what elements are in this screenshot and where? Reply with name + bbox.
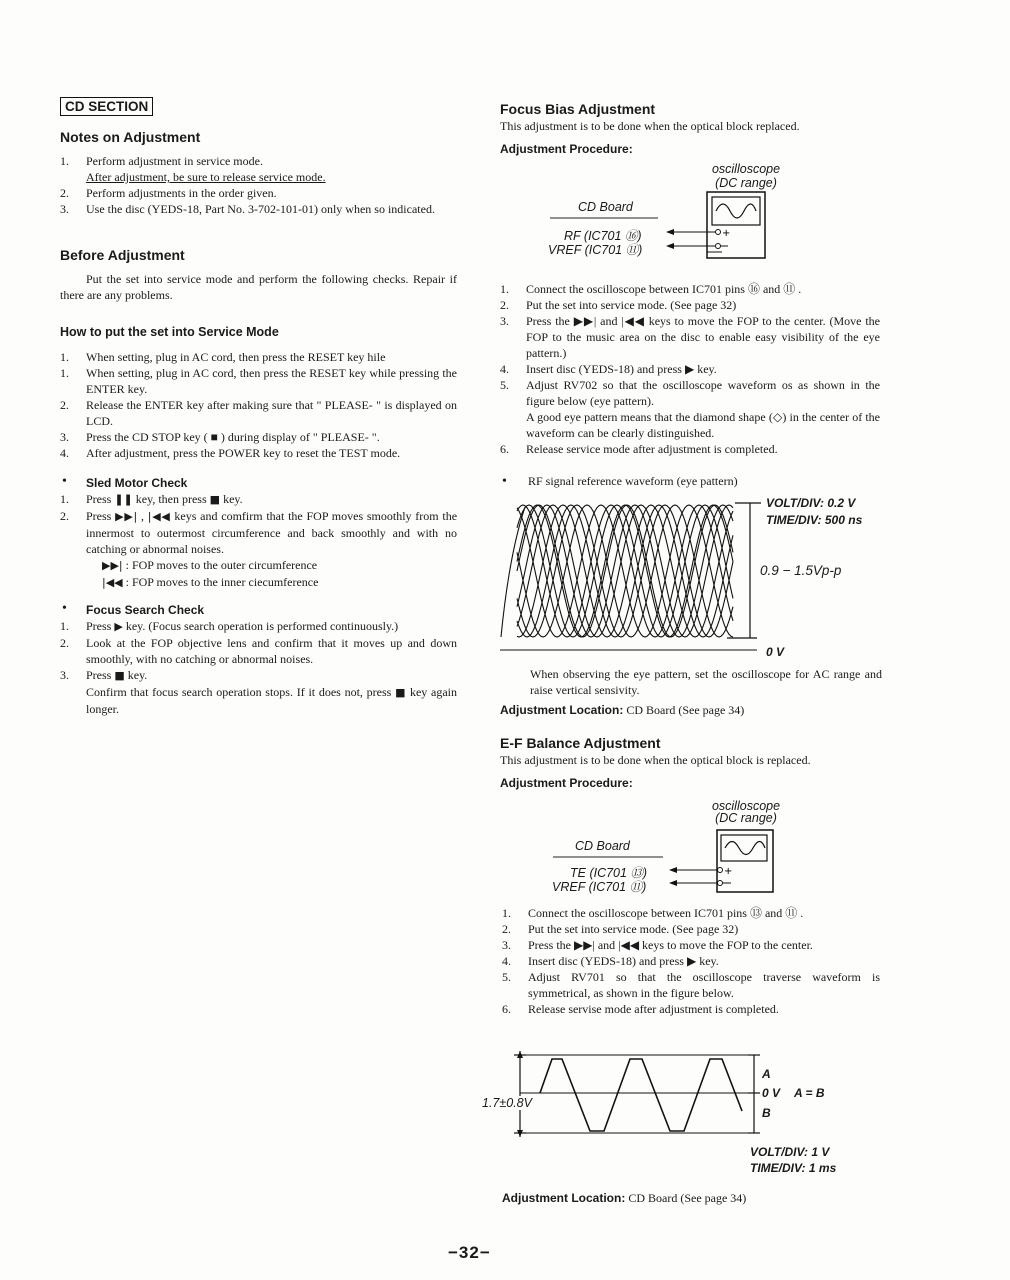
ef-balance-procedure-label: Adjustment Procedure: (500, 776, 633, 790)
rf-line-label: RF (IC701 ⑯) (564, 229, 642, 243)
section-label (60, 97, 153, 116)
page-number: −32− (448, 1243, 491, 1262)
fb-step: 6. Release service mode after adjustment is completed. (500, 442, 778, 456)
scope-label-2: (DC range) (715, 811, 777, 825)
prev-track-icon: |◀◀ (102, 576, 123, 589)
focus-step-2: 2. Look at the FOP objective lens and confirm that it moves up and down smoothly, with no catching or abnormal noises. (60, 636, 457, 666)
te-line-label: TE (IC701 ⑬) (570, 866, 648, 880)
board-label: CD Board (575, 839, 630, 853)
traverse-zero-volt: 0 V (762, 1086, 781, 1100)
pause-icon: ❚❚ (114, 493, 133, 506)
focus-bias-diagram (540, 160, 790, 270)
ef-step: 4. Insert disc (YEDS-18) and press ▶ key. (502, 954, 719, 968)
fb-step: 4. Insert disc (YEDS-18) and press ▶ key. (500, 362, 717, 376)
traverse-equality: A = B (794, 1086, 825, 1100)
next-track-icon: ▶▶| (115, 510, 138, 523)
sled-step-1: 1. Press ❚❚ key, then press ■ key. (60, 492, 243, 506)
bullet-dot: • (62, 474, 67, 489)
service-item: 1. When setting, plug in AC cord, then press the RESET key hile (60, 350, 386, 364)
scope-label-1: oscilloscope (711, 799, 781, 813)
focus-bias-steps (500, 281, 880, 457)
traverse-volt-div: VOLT/DIV: 1 V (750, 1145, 830, 1159)
focus-step-1: 1. Press ▶ key. (Focus search operation is performed continuously.) (60, 619, 399, 633)
ef-balance-steps (502, 905, 880, 1017)
ef-balance-location: Adjustment Location: CD Board (See page 34) (502, 1191, 747, 1205)
scope-connection-svg (545, 797, 795, 897)
service-item: 3. Press the CD STOP key ( ■ ) during display of " PLEASE- ". (60, 430, 380, 444)
bullet-dot: • (502, 474, 507, 489)
eye-zero-volt: 0 V (766, 645, 785, 659)
fb-step: 2. Put the set into service mode. (See page 32) (500, 298, 737, 312)
stop-icon: ■ (209, 493, 221, 506)
service-list (60, 349, 457, 461)
play-icon: ▶ (114, 620, 123, 633)
eye-pattern-note: When observing the eye pattern, set the oscilloscope for AC range and raise vertical sensivity. (530, 667, 882, 697)
scope-label-2: (DC range) (715, 176, 777, 190)
ef-step: 1. Connect the oscilloscope between IC701 pins ⑬ and ⑪ . (502, 906, 804, 920)
eye-amplitude: 0.9 − 1.5Vp-p (760, 563, 842, 578)
board-label: CD Board (578, 200, 633, 214)
fb-step: 5. Adjust RV702 so that the oscilloscope waveform os as shown in the figure below (eye pattern). (500, 378, 880, 408)
notes-item-2: 2. Perform adjustments in the order given. (60, 186, 277, 200)
traverse-label-a: A (762, 1067, 771, 1081)
stop-icon: ■ (114, 669, 125, 682)
bullet-dot: • (62, 601, 67, 616)
ef-balance-title: E-F Balance Adjustment (500, 735, 661, 751)
focus-bias-intro: This adjustment is to be done when the optical block replaced. (500, 119, 800, 133)
ef-step: 6. Release servise mode after adjustment is completed. (502, 1002, 779, 1016)
notes-title: Notes on Adjustment (60, 129, 201, 145)
notes-item-1b: After adjustment, be sure to release service mode. (86, 170, 326, 184)
scope-connection-svg (540, 160, 790, 270)
svg-text:+: + (722, 228, 731, 239)
sled-step-2: 2. Press ▶▶| , |◀◀ keys and comfirm that the FOP moves smoothly from the innermost to outermost circumference and back smoothly and with no catching or abnormal noises. (60, 509, 458, 556)
vref-line-label: VREF (IC701 ⑪) (548, 243, 643, 257)
focus-section (60, 602, 457, 717)
traverse-waveform (480, 1045, 780, 1145)
traverse-amplitude: 1.7±0.8V (482, 1096, 532, 1110)
ef-balance-intro: This adjustment is to be done when the optical block is replaced. (500, 753, 811, 767)
notes-item-1: 1. Perform adjustment in service mode. (60, 154, 263, 168)
service-title: How to put the set into Service Mode (60, 325, 279, 339)
sled-note-1: ▶▶| : FOP moves to the outer circumference (102, 558, 318, 572)
focus-bias-location: Adjustment Location: CD Board (See page 34) (500, 703, 745, 717)
before-title: Before Adjustment (60, 247, 185, 263)
traverse-time-div: TIME/DIV: 1 ms (750, 1161, 837, 1175)
prev-track-icon: |◀◀ (147, 510, 171, 523)
service-item: 2. Release the ENTER key after making sure that " PLEASE- " is displayed on LCD. (60, 398, 457, 428)
ef-step: 2. Put the set into service mode. (See page 32) (502, 922, 739, 936)
eye-time-div: TIME/DIV: 500 ns (766, 513, 863, 527)
notes-list (60, 153, 457, 217)
focus-title: Focus Search Check (86, 603, 205, 617)
notes-item-3: 3. Use the disc (YEDS-18, Part No. 3-702-101-01) only when so indicated. (60, 202, 435, 216)
sled-section (60, 475, 457, 591)
stop-icon: ■ (395, 686, 407, 699)
before-text: Put the set into service mode and perform the following checks. Repair if there are any problems. (60, 272, 457, 302)
vref-line-label: VREF (IC701 ⑪) (552, 880, 647, 894)
scope-label-1: oscilloscope (711, 162, 781, 176)
focus-bias-procedure-label: Adjustment Procedure: (500, 142, 633, 156)
focus-steps (60, 618, 457, 717)
fb-step: A good eye pattern means that the diamond shape (◇) in the center of the waveform can be clearly distinguished. (526, 410, 880, 440)
ef-balance-diagram (545, 797, 795, 897)
next-track-icon: ▶▶| (102, 559, 123, 572)
ef-step: 3. Press the ▶▶| and |◀◀ keys to move the FOP to the center. (502, 938, 813, 952)
section-label-text: CD SECTION (65, 99, 149, 114)
service-item: 1. When setting, plug in AC cord, then press the RESET key while pressing the ENTER key. (60, 366, 457, 396)
sled-note-2: |◀◀ : FOP moves to the inner ciecumference (102, 575, 319, 589)
eye-pattern-bullet: • RF signal reference waveform (eye pattern) (502, 474, 738, 489)
service-item: 4. After adjustment, press the POWER key to reset the TEST mode. (60, 446, 401, 460)
focus-step-3: 3. Press ■ key. Confirm that focus search operation stops. If it does not, press ■ key again longer. (60, 668, 458, 716)
focus-bias-title: Focus Bias Adjustment (500, 101, 656, 117)
svg-text:+: + (724, 866, 733, 877)
ef-step: 5. Adjust RV701 so that the oscilloscope traverse waveform is symmetrical, as shown in the figure below. (502, 970, 880, 1000)
fb-step: 3. Press the ▶▶| and |◀◀ keys to move the FOP to the center. (Move the FOP to the music area on the disc to enable easy visibility of the eye pattern.) (500, 314, 880, 360)
eye-volt-div: VOLT/DIV: 0.2 V (766, 496, 856, 510)
sled-title: Sled Motor Check (86, 476, 188, 490)
fb-step: 1. Connect the oscilloscope between IC701 pins ⑯ and ⑪ . (500, 282, 802, 296)
sled-steps (60, 491, 457, 591)
traverse-label-b: B (762, 1106, 771, 1120)
